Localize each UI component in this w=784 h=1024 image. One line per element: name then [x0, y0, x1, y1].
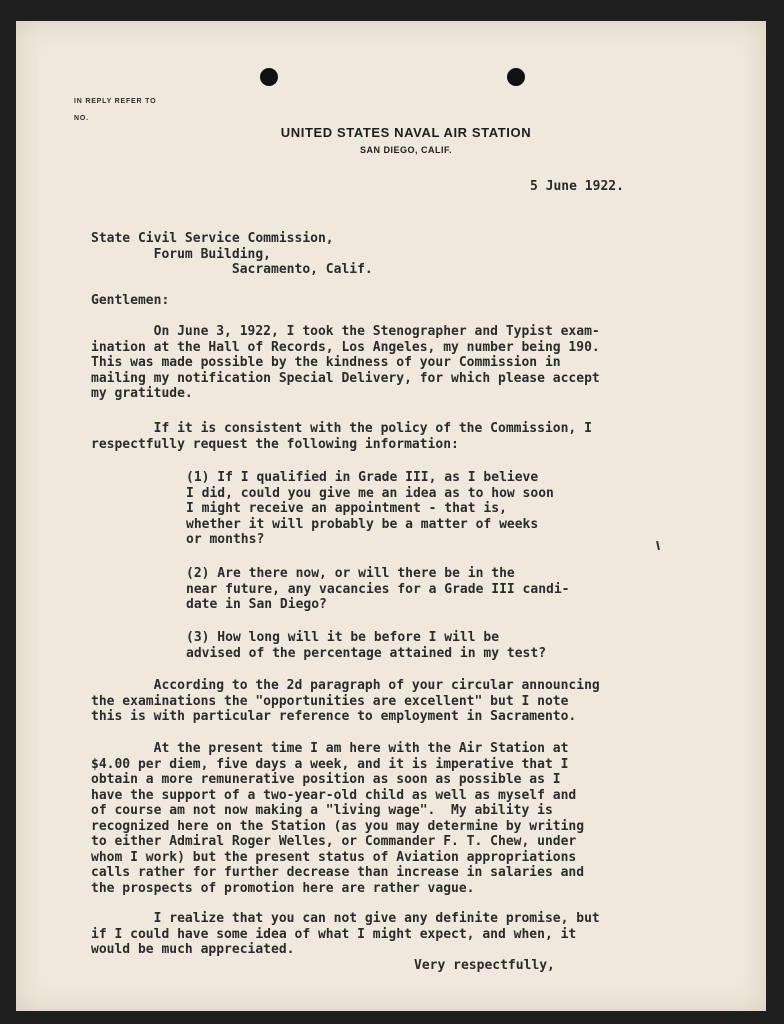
paragraph-5: I realize that you can not give any definite promise, but if I could have some idea of what I might expect, and when, it would be much appreciated.	[91, 911, 600, 957]
punch-hole	[507, 68, 525, 86]
paragraph-4: At the present time I am here with the Air Station at $4.00 per diem, five days a week, and it is imperative that I obtain a more remunerative position as soon as possible as I have the support of a two-year-old child as well as myself and of course am not now making a "living wage". My ability is recognized here on the Station (as you may determine by writing to either Admiral Roger Welles, or Commander F. T. Chew, under whom I work) but the present status of Aviation appropriations calls rather for further decrease than increase in salaries and the prospects of promotion here are rather vague.	[91, 741, 585, 896]
letter-date: 5 June 1922.	[530, 179, 624, 194]
punch-hole	[260, 68, 278, 86]
paragraph-1: On June 3, 1922, I took the Stenographer and Typist exam- ination at the Hall of Records, Los Angeles, my number being 190. This was made possible by the kindness of your Commission in mailing my notification Special Delivery, for which please accept my gratitude.	[91, 324, 600, 401]
question-1: (1) If I qualified in Grade III, as I believe I did, could you give me an idea as to how soon I might receive an appointment - that is, whether it will probably be a matter of weeks or months?	[186, 470, 554, 547]
recipient-address: State Civil Service Commission, Forum Building, Sacramento, Calif.	[91, 231, 373, 277]
reply-reference-block	[74, 93, 156, 127]
pencil-mark	[656, 541, 660, 550]
reply-number-label: NO.	[74, 115, 89, 122]
closing: Very respectfully,	[414, 958, 555, 973]
reply-refer-label: IN REPLY REFER TO	[74, 98, 157, 105]
paragraph-2: If it is consistent with the policy of the Commission, I respectfully request the following information:	[91, 421, 592, 452]
question-3: (3) How long will it be before I will be advised of the percentage attained in my test?	[186, 630, 547, 661]
letter-page	[16, 21, 766, 1011]
paragraph-3: According to the 2d paragraph of your circular announcing the examinations the "opportunities are excellent" but I note this is with particular reference to employment in Sacramento.	[91, 678, 600, 724]
question-2: (2) Are there now, or will there be in the near future, any vacancies for a Grade III candi- date in San Diego?	[186, 566, 570, 612]
salutation: Gentlemen:	[91, 293, 170, 308]
letterhead-location: SAN DIEGO, CALIF.	[359, 145, 452, 155]
letterhead-title: UNITED STATES NAVAL AIR STATION	[280, 125, 532, 140]
